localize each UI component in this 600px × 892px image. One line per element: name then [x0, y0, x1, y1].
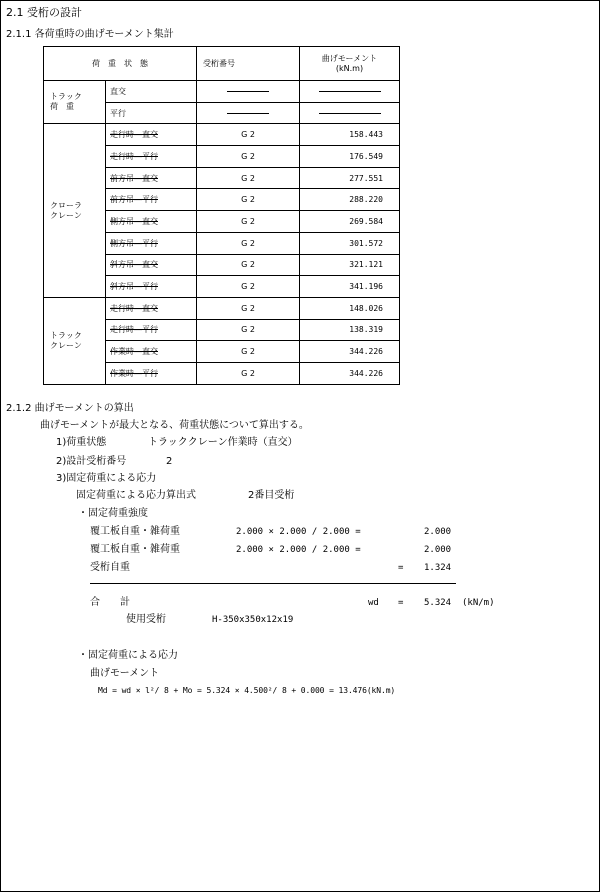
load-case-label: 斜方吊―平行 — [110, 282, 158, 292]
header-moment-label: 曲げモーメント — [321, 54, 378, 64]
girder-number-cell: G 2 — [197, 146, 300, 168]
strength-heading: ・固定荷重強度 — [78, 508, 148, 519]
load-case-label: 前方吊―直交 — [110, 173, 158, 183]
girder-number-cell: G 2 — [197, 297, 300, 319]
load-case-cell — [106, 297, 197, 319]
calc-row-value: 2.000 — [424, 545, 452, 555]
moment-value-cell: 148.026 — [300, 297, 400, 319]
subsection-title-2: 2.1.2 曲げモーメントの算出 — [6, 403, 134, 414]
moment-value-cell — [300, 81, 400, 103]
moment-value-cell: 176.549 — [300, 146, 400, 168]
dead-load-stress-label: 3)固定荷重による応力 — [56, 473, 157, 484]
load-group-label: クローラ クレーン — [44, 124, 106, 298]
formula-label: 固定荷重による応力算出式 — [76, 490, 196, 501]
calc-row-label: 受桁自重 — [90, 562, 130, 573]
load-case-cell — [106, 319, 197, 341]
calc-row-expression: 2.000 × 2.000 / 2.000 = — [236, 545, 361, 555]
used-girder-label: 使用受桁 — [126, 614, 166, 625]
stress-heading: ・固定荷重による応力 — [78, 650, 178, 661]
girder-number-cell: G 2 — [197, 232, 300, 254]
moment-formula: Md = wd × l²/ 8 + Mo = 5.324 × 4.500²/ 8 + 0.000 = 13.476(kN.m) — [98, 686, 396, 695]
calc-row-value: 2.000 — [424, 527, 452, 537]
load-case-cell — [106, 232, 197, 254]
load-case-label: 作業時―直交 — [110, 347, 158, 357]
total-label: 合 計 — [90, 597, 130, 608]
load-group-label: トラック クレーン — [44, 297, 106, 384]
load-case-cell — [106, 146, 197, 168]
total-symbol: wd — [368, 598, 379, 608]
moment-value-cell: 138.319 — [300, 319, 400, 341]
calc-row-label: 覆工板自重・雑荷重 — [90, 544, 180, 555]
used-girder-value: H-350x350x12x19 — [212, 615, 294, 625]
formula-value: 2番目受桁 — [248, 490, 295, 501]
total-unit: (kN/m) — [462, 598, 495, 608]
calc-row-value: 1.324 — [424, 563, 452, 573]
load-case-label: 前方吊―平行 — [110, 195, 158, 205]
total-equals: = — [398, 598, 404, 608]
empty-dash — [319, 91, 381, 92]
moment-value-cell: 158.443 — [300, 124, 400, 146]
load-case-label: 直交 — [110, 86, 126, 96]
moment-value-cell: 288.220 — [300, 189, 400, 211]
load-case-cell — [106, 276, 197, 298]
moment-value-cell: 344.226 — [300, 362, 400, 384]
load-state-label: 1)荷重状態 — [56, 437, 107, 448]
load-case-label: 作業時―平行 — [110, 368, 158, 378]
load-case-label: 走行時―平行 — [110, 325, 158, 335]
girder-number-cell: G 2 — [197, 211, 300, 233]
girder-number-cell: G 2 — [197, 167, 300, 189]
moment-value-cell: 277.551 — [300, 167, 400, 189]
load-case-cell — [106, 102, 197, 124]
girder-number-label: 2)設計受桁番号 — [56, 456, 127, 467]
load-case-cell — [106, 167, 197, 189]
girder-number-cell: G 2 — [197, 276, 300, 298]
girder-number-cell — [197, 102, 300, 124]
load-case-cell — [106, 124, 197, 146]
header-girder-number: 受桁番号 — [197, 47, 300, 81]
girder-number-cell: G 2 — [197, 124, 300, 146]
moment-value-cell: 341.196 — [300, 276, 400, 298]
moment-value-cell: 269.584 — [300, 211, 400, 233]
table-row — [44, 124, 400, 146]
load-case-cell — [106, 254, 197, 276]
header-moment-unit: (kN.m) — [335, 63, 364, 73]
table-row — [44, 297, 400, 319]
total-value: 5.324 — [424, 598, 452, 608]
empty-dash — [227, 91, 269, 92]
load-case-label: 走行時―直交 — [110, 130, 158, 140]
load-case-cell — [106, 362, 197, 384]
calc-row-expression: = — [398, 563, 404, 573]
girder-number-cell: G 2 — [197, 319, 300, 341]
moment-value-cell: 321.121 — [300, 254, 400, 276]
moment-value-cell: 344.226 — [300, 341, 400, 363]
calc-row-expression: 2.000 × 2.000 / 2.000 = — [236, 527, 361, 537]
header-load-state: 荷 重 状 態 — [44, 47, 197, 81]
table-row — [44, 81, 400, 103]
total-divider — [90, 583, 456, 584]
girder-number-cell: G 2 — [197, 362, 300, 384]
intro-text: 曲げモーメントが最大となる、荷重状態について算出する。 — [40, 420, 309, 431]
section-title: 2.1 受桁の設計 — [6, 6, 82, 19]
moment-value-cell: 301.572 — [300, 232, 400, 254]
header-bending-moment — [300, 47, 400, 81]
girder-number-cell — [197, 81, 300, 103]
load-case-label: 側方吊―平行 — [110, 238, 158, 248]
moment-heading: 曲げモーメント — [90, 668, 160, 679]
girder-number-cell: G 2 — [197, 189, 300, 211]
load-case-label: 走行時―直交 — [110, 303, 158, 313]
load-state-value: トラッククレーン作業時（直交） — [148, 437, 298, 448]
girder-number-cell: G 2 — [197, 341, 300, 363]
load-case-label: 走行時―平行 — [110, 151, 158, 161]
load-case-cell — [106, 341, 197, 363]
moment-summary-table — [43, 46, 400, 385]
moment-value-cell — [300, 102, 400, 124]
load-case-cell — [106, 81, 197, 103]
load-group-label: トラック 荷 重 — [44, 81, 106, 124]
subsection-title-1: 2.1.1 各荷重時の曲げモーメント集計 — [6, 29, 174, 40]
load-case-cell — [106, 189, 197, 211]
load-case-label: 側方吊―直交 — [110, 216, 158, 226]
load-case-cell — [106, 211, 197, 233]
load-case-label: 平行 — [110, 108, 126, 118]
girder-number-value: 2 — [166, 456, 173, 467]
empty-dash — [319, 113, 381, 114]
empty-dash — [227, 113, 269, 114]
calc-row-label: 覆工板自重・雑荷重 — [90, 526, 180, 537]
girder-number-cell: G 2 — [197, 254, 300, 276]
load-case-label: 斜方吊―直交 — [110, 260, 158, 270]
